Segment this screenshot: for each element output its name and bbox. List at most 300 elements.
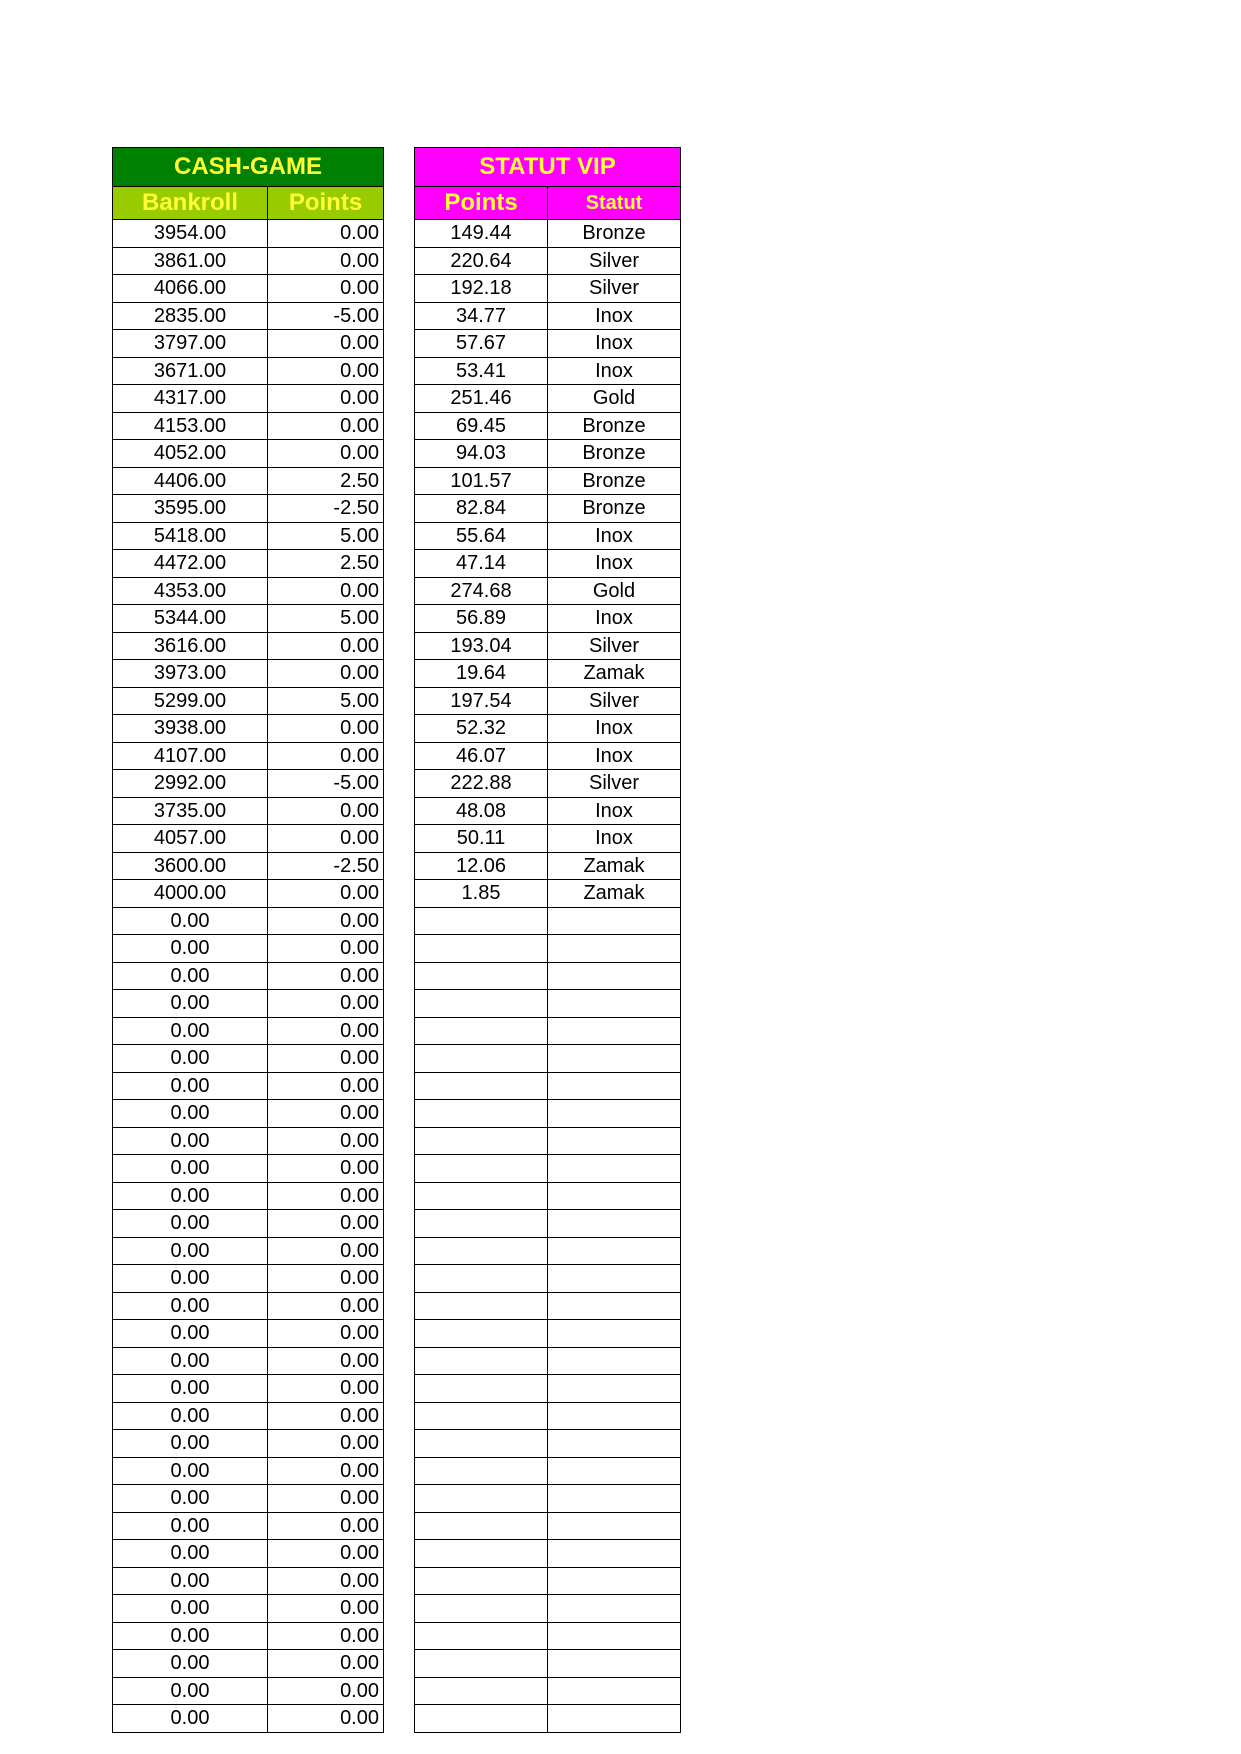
bankroll-cell: 4066.00	[113, 275, 268, 303]
points-cell: 0.00	[268, 1237, 384, 1265]
bankroll-cell: 0.00	[113, 1457, 268, 1485]
statut-cell: Zamak	[548, 660, 681, 688]
table-row	[113, 385, 384, 413]
table-row	[113, 577, 384, 605]
points-cell: 0.00	[268, 440, 384, 468]
vip-points-cell: 19.64	[415, 660, 548, 688]
points-cell: 0.00	[268, 1265, 384, 1293]
statut-cell: Silver	[548, 247, 681, 275]
vip-points-cell	[415, 935, 548, 963]
table-row	[113, 1512, 384, 1540]
vip-points-cell: 12.06	[415, 852, 548, 880]
table-row	[113, 247, 384, 275]
statut-cell: Gold	[548, 385, 681, 413]
vip-points-cell: 220.64	[415, 247, 548, 275]
table-row	[113, 330, 384, 358]
points-cell: 0.00	[268, 1127, 384, 1155]
vip-points-cell	[415, 1375, 548, 1403]
points-cell: 0.00	[268, 742, 384, 770]
table-row	[113, 1705, 384, 1733]
table-row	[113, 687, 384, 715]
statut-cell	[548, 1320, 681, 1348]
vip-points-cell: 222.88	[415, 770, 548, 798]
statut-cell: Inox	[548, 605, 681, 633]
bankroll-cell: 3616.00	[113, 632, 268, 660]
statut-cell: Inox	[548, 797, 681, 825]
statut-cell	[548, 907, 681, 935]
vip-points-cell	[415, 907, 548, 935]
bankroll-cell: 0.00	[113, 1540, 268, 1568]
table-row	[415, 1457, 681, 1485]
vip-points-cell: 55.64	[415, 522, 548, 550]
statut-cell: Zamak	[548, 880, 681, 908]
bankroll-header: Bankroll	[113, 187, 268, 220]
bankroll-cell: 0.00	[113, 1567, 268, 1595]
table-row	[415, 1567, 681, 1595]
table-row	[415, 412, 681, 440]
statut-cell	[548, 1127, 681, 1155]
statut-cell: Bronze	[548, 412, 681, 440]
bankroll-cell: 5418.00	[113, 522, 268, 550]
statut-cell	[548, 1347, 681, 1375]
table-row	[113, 1155, 384, 1183]
table-row	[113, 605, 384, 633]
statut-cell	[548, 1375, 681, 1403]
table-row	[113, 302, 384, 330]
vip-points-cell	[415, 1512, 548, 1540]
statut-cell	[548, 1567, 681, 1595]
table-row	[415, 1705, 681, 1733]
statut-cell: Silver	[548, 687, 681, 715]
statut-cell	[548, 1650, 681, 1678]
bankroll-cell: 4353.00	[113, 577, 268, 605]
points-cell: 5.00	[268, 605, 384, 633]
points-cell: 0.00	[268, 1457, 384, 1485]
statut-cell	[548, 1017, 681, 1045]
vip-points-cell: 197.54	[415, 687, 548, 715]
table-row	[415, 495, 681, 523]
statut-cell: Silver	[548, 275, 681, 303]
vip-points-cell	[415, 1182, 548, 1210]
vip-points-cell	[415, 1017, 548, 1045]
bankroll-cell: 0.00	[113, 962, 268, 990]
vip-points-cell: 274.68	[415, 577, 548, 605]
bankroll-cell: 0.00	[113, 1485, 268, 1513]
vip-points-cell	[415, 1622, 548, 1650]
table-row	[113, 1127, 384, 1155]
table-row	[415, 1540, 681, 1568]
bankroll-cell: 0.00	[113, 1072, 268, 1100]
table-row	[415, 1595, 681, 1623]
table-row	[415, 990, 681, 1018]
vip-points-cell	[415, 1430, 548, 1458]
table-row	[415, 770, 681, 798]
table-row	[415, 1320, 681, 1348]
statut-cell: Bronze	[548, 467, 681, 495]
bankroll-cell: 3671.00	[113, 357, 268, 385]
table-row	[113, 357, 384, 385]
table-row	[415, 962, 681, 990]
statut-cell	[548, 1622, 681, 1650]
table-row	[415, 302, 681, 330]
table-row	[415, 1402, 681, 1430]
table-row	[113, 1100, 384, 1128]
statut-cell: Silver	[548, 632, 681, 660]
points-cell: 0.00	[268, 1622, 384, 1650]
table-row	[113, 852, 384, 880]
bankroll-cell: 0.00	[113, 1045, 268, 1073]
bankroll-cell: 0.00	[113, 1402, 268, 1430]
statut-cell	[548, 1595, 681, 1623]
table-row	[415, 247, 681, 275]
cash-game-title: CASH-GAME	[113, 148, 384, 187]
points-cell: -2.50	[268, 852, 384, 880]
table-row	[113, 1485, 384, 1513]
points-cell: 0.00	[268, 1402, 384, 1430]
table-row	[113, 1567, 384, 1595]
points-cell: 0.00	[268, 880, 384, 908]
table-row	[113, 1430, 384, 1458]
table-row	[113, 1210, 384, 1238]
points-cell: 0.00	[268, 1567, 384, 1595]
bankroll-cell: 0.00	[113, 1320, 268, 1348]
vip-points-cell: 193.04	[415, 632, 548, 660]
table-row	[113, 797, 384, 825]
table-row	[415, 577, 681, 605]
table-row	[113, 770, 384, 798]
table-row	[415, 742, 681, 770]
points-cell: 0.00	[268, 1155, 384, 1183]
bankroll-cell: 3735.00	[113, 797, 268, 825]
statut-cell	[548, 1210, 681, 1238]
vip-points-cell: 69.45	[415, 412, 548, 440]
table-row	[415, 1512, 681, 1540]
statut-cell: Gold	[548, 577, 681, 605]
table-row	[113, 440, 384, 468]
bankroll-cell: 0.00	[113, 1237, 268, 1265]
table-row	[113, 1045, 384, 1073]
points-cell: 0.00	[268, 412, 384, 440]
table-row	[415, 605, 681, 633]
table-row	[415, 687, 681, 715]
table-row	[113, 880, 384, 908]
bankroll-cell: 0.00	[113, 1265, 268, 1293]
table-row	[415, 852, 681, 880]
bankroll-cell: 0.00	[113, 935, 268, 963]
points-cell: 0.00	[268, 357, 384, 385]
bankroll-cell: 0.00	[113, 1182, 268, 1210]
statut-cell	[548, 1265, 681, 1293]
vip-points-cell	[415, 1100, 548, 1128]
table-row	[113, 275, 384, 303]
table-row	[113, 632, 384, 660]
table-row	[415, 1622, 681, 1650]
bankroll-cell: 4153.00	[113, 412, 268, 440]
points-cell: 0.00	[268, 715, 384, 743]
vip-points-cell	[415, 1567, 548, 1595]
table-row	[113, 990, 384, 1018]
points-cell: 0.00	[268, 962, 384, 990]
points-cell: 0.00	[268, 935, 384, 963]
vip-points-cell	[415, 1457, 548, 1485]
vip-points-cell: 1.85	[415, 880, 548, 908]
table-row	[415, 1292, 681, 1320]
bankroll-cell: 0.00	[113, 1375, 268, 1403]
table-row	[415, 522, 681, 550]
points-cell: 5.00	[268, 522, 384, 550]
statut-cell: Inox	[548, 550, 681, 578]
vip-points-cell	[415, 1485, 548, 1513]
table-row	[415, 1155, 681, 1183]
points-cell: 0.00	[268, 1182, 384, 1210]
statut-cell	[548, 1512, 681, 1540]
table-row	[113, 467, 384, 495]
bankroll-cell: 0.00	[113, 1622, 268, 1650]
vip-points-cell	[415, 1595, 548, 1623]
statut-cell	[548, 1100, 681, 1128]
points-cell: 0.00	[268, 577, 384, 605]
points-cell: -2.50	[268, 495, 384, 523]
bankroll-cell: 0.00	[113, 1210, 268, 1238]
statut-cell	[548, 1182, 681, 1210]
table-row	[415, 330, 681, 358]
points-cell: 0.00	[268, 1100, 384, 1128]
table-row	[415, 907, 681, 935]
points-cell: 0.00	[268, 1292, 384, 1320]
statut-header: Statut	[548, 187, 681, 220]
points-cell: 2.50	[268, 467, 384, 495]
table-row	[113, 522, 384, 550]
points-cell: 0.00	[268, 275, 384, 303]
vip-points-cell: 46.07	[415, 742, 548, 770]
statut-cell: Bronze	[548, 220, 681, 248]
table-row	[113, 742, 384, 770]
vip-points-cell	[415, 1540, 548, 1568]
vip-points-cell	[415, 1155, 548, 1183]
bankroll-cell: 0.00	[113, 1292, 268, 1320]
statut-cell	[548, 935, 681, 963]
vip-points-cell: 57.67	[415, 330, 548, 358]
table-row	[415, 715, 681, 743]
points-cell: 0.00	[268, 1595, 384, 1623]
points-cell: 0.00	[268, 1347, 384, 1375]
table-row	[415, 1072, 681, 1100]
cash-points-header: Points	[268, 187, 384, 220]
bankroll-cell: 4406.00	[113, 467, 268, 495]
points-cell: 5.00	[268, 687, 384, 715]
bankroll-cell: 3938.00	[113, 715, 268, 743]
points-cell: 0.00	[268, 907, 384, 935]
table-row	[415, 1045, 681, 1073]
table-row	[415, 275, 681, 303]
table-row	[415, 1347, 681, 1375]
statut-vip-title: STATUT VIP	[415, 148, 681, 187]
table-row	[415, 632, 681, 660]
statut-cell	[548, 962, 681, 990]
bankroll-cell: 3595.00	[113, 495, 268, 523]
statut-cell: Silver	[548, 770, 681, 798]
table-row	[113, 1540, 384, 1568]
table-row	[415, 1182, 681, 1210]
bankroll-cell: 4472.00	[113, 550, 268, 578]
table-row	[113, 550, 384, 578]
points-cell: 0.00	[268, 825, 384, 853]
table-row	[415, 1650, 681, 1678]
bankroll-cell: 4317.00	[113, 385, 268, 413]
table-row	[113, 1677, 384, 1705]
statut-cell	[548, 1072, 681, 1100]
bankroll-cell: 0.00	[113, 1347, 268, 1375]
table-row	[415, 1237, 681, 1265]
table-row	[113, 1017, 384, 1045]
table-row	[415, 440, 681, 468]
statut-cell	[548, 1155, 681, 1183]
table-row	[113, 825, 384, 853]
points-cell: 0.00	[268, 797, 384, 825]
table-row	[415, 1210, 681, 1238]
bankroll-cell: 0.00	[113, 1512, 268, 1540]
points-cell: 2.50	[268, 550, 384, 578]
bankroll-cell: 3973.00	[113, 660, 268, 688]
table-row	[415, 880, 681, 908]
points-cell: 0.00	[268, 1540, 384, 1568]
bankroll-cell: 0.00	[113, 1677, 268, 1705]
statut-cell	[548, 1705, 681, 1733]
table-row	[113, 1182, 384, 1210]
vip-points-cell: 251.46	[415, 385, 548, 413]
table-row	[415, 1430, 681, 1458]
points-cell: 0.00	[268, 1072, 384, 1100]
statut-cell	[548, 1402, 681, 1430]
table-row	[113, 1650, 384, 1678]
vip-points-cell	[415, 1677, 548, 1705]
vip-points-cell	[415, 962, 548, 990]
statut-cell	[548, 1430, 681, 1458]
table-row	[415, 1265, 681, 1293]
points-cell: 0.00	[268, 1045, 384, 1073]
points-cell: 0.00	[268, 1210, 384, 1238]
bankroll-cell: 4057.00	[113, 825, 268, 853]
vip-points-cell: 192.18	[415, 275, 548, 303]
points-cell: 0.00	[268, 247, 384, 275]
vip-points-cell	[415, 1402, 548, 1430]
table-row	[113, 1347, 384, 1375]
vip-points-cell: 149.44	[415, 220, 548, 248]
table-row	[113, 412, 384, 440]
table-row	[415, 797, 681, 825]
vip-points-cell: 101.57	[415, 467, 548, 495]
bankroll-cell: 4107.00	[113, 742, 268, 770]
bankroll-cell: 0.00	[113, 1155, 268, 1183]
points-cell: 0.00	[268, 1512, 384, 1540]
points-cell: 0.00	[268, 1650, 384, 1678]
points-cell: 0.00	[268, 1677, 384, 1705]
bankroll-cell: 3861.00	[113, 247, 268, 275]
statut-cell	[548, 1677, 681, 1705]
vip-points-cell: 52.32	[415, 715, 548, 743]
vip-points-cell	[415, 1320, 548, 1348]
statut-cell	[548, 1540, 681, 1568]
vip-points-cell: 53.41	[415, 357, 548, 385]
statut-cell: Bronze	[548, 495, 681, 523]
bankroll-cell: 5344.00	[113, 605, 268, 633]
points-cell: 0.00	[268, 1320, 384, 1348]
table-row	[415, 660, 681, 688]
points-cell: 0.00	[268, 990, 384, 1018]
points-cell: 0.00	[268, 632, 384, 660]
statut-cell	[548, 1237, 681, 1265]
vip-points-cell	[415, 990, 548, 1018]
statut-cell: Inox	[548, 330, 681, 358]
bankroll-cell: 0.00	[113, 990, 268, 1018]
statut-cell	[548, 1045, 681, 1073]
table-row	[113, 907, 384, 935]
table-row	[113, 1595, 384, 1623]
table-row	[415, 1485, 681, 1513]
bankroll-cell: 0.00	[113, 1430, 268, 1458]
bankroll-cell: 0.00	[113, 1017, 268, 1045]
bankroll-cell: 2835.00	[113, 302, 268, 330]
table-row	[113, 1237, 384, 1265]
vip-points-cell: 50.11	[415, 825, 548, 853]
bankroll-cell: 0.00	[113, 1650, 268, 1678]
bankroll-cell: 0.00	[113, 907, 268, 935]
statut-cell	[548, 1292, 681, 1320]
points-cell: 0.00	[268, 1485, 384, 1513]
vip-points-cell	[415, 1237, 548, 1265]
vip-points-cell	[415, 1347, 548, 1375]
statut-cell: Inox	[548, 715, 681, 743]
bankroll-cell: 2992.00	[113, 770, 268, 798]
bankroll-cell: 0.00	[113, 1705, 268, 1733]
cash-game-table	[112, 147, 384, 1733]
points-cell: 0.00	[268, 1017, 384, 1045]
table-row	[415, 220, 681, 248]
points-cell: 0.00	[268, 1430, 384, 1458]
points-cell: 0.00	[268, 220, 384, 248]
vip-points-cell	[415, 1650, 548, 1678]
table-row	[415, 1100, 681, 1128]
table-row	[113, 660, 384, 688]
bankroll-cell: 3600.00	[113, 852, 268, 880]
vip-points-cell: 94.03	[415, 440, 548, 468]
table-row	[113, 1622, 384, 1650]
table-row	[113, 715, 384, 743]
vip-points-cell: 48.08	[415, 797, 548, 825]
vip-points-cell	[415, 1072, 548, 1100]
points-cell: -5.00	[268, 770, 384, 798]
table-row	[113, 1292, 384, 1320]
table-row	[113, 935, 384, 963]
vip-points-cell: 82.84	[415, 495, 548, 523]
statut-cell: Inox	[548, 302, 681, 330]
statut-vip-table	[414, 147, 681, 1733]
points-cell: 0.00	[268, 1375, 384, 1403]
statut-cell	[548, 990, 681, 1018]
vip-points-header: Points	[415, 187, 548, 220]
table-row	[113, 1402, 384, 1430]
statut-cell: Bronze	[548, 440, 681, 468]
points-cell: 0.00	[268, 1705, 384, 1733]
statut-cell	[548, 1457, 681, 1485]
vip-points-cell: 47.14	[415, 550, 548, 578]
statut-cell: Zamak	[548, 852, 681, 880]
points-cell: -5.00	[268, 302, 384, 330]
table-row	[113, 1265, 384, 1293]
table-row	[415, 1017, 681, 1045]
table-row	[113, 1375, 384, 1403]
table-row	[415, 467, 681, 495]
